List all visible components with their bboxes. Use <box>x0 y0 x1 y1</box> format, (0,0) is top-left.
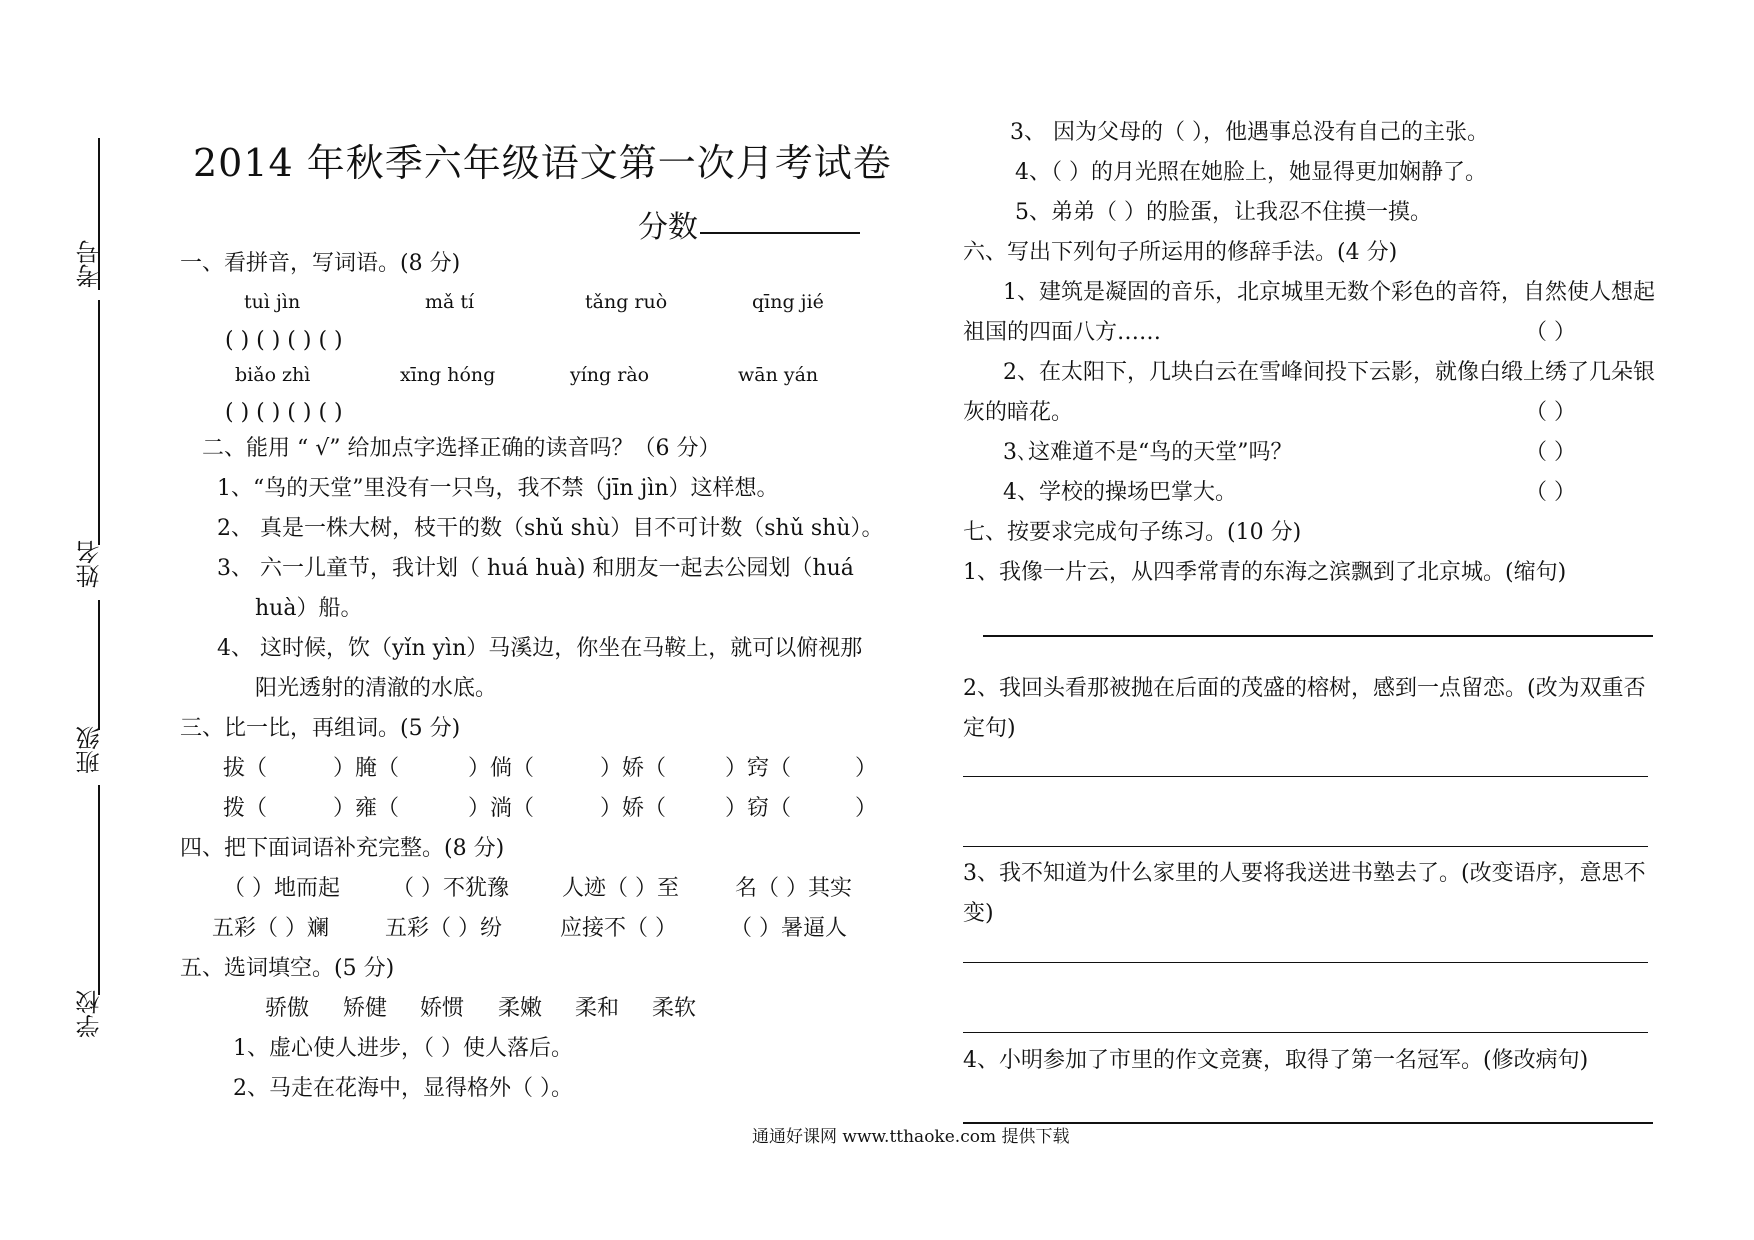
banji-label: 班级 <box>76 726 104 774</box>
s3-r1-c4: ）娇（ <box>600 756 667 781</box>
s5-q4: 4、（ ）的月光照在她脸上，她显得更加娴静了。 <box>1015 160 1487 185</box>
s6-q2-paren[interactable]: （ ） <box>1525 400 1576 425</box>
s6-q1b: 祖国的四面八方…… <box>963 320 1162 345</box>
binding-line-3 <box>98 600 100 730</box>
s7-q2-answer-line-2[interactable] <box>963 846 1648 847</box>
pinyin-1: tuì jìn <box>244 291 301 313</box>
s7-q2a: 2、我回头看那被抛在后面的茂盛的榕树，感到一点留恋。(改为双重否 <box>963 676 1646 701</box>
s2-q4b: 阳光透射的清澈的水底。 <box>255 676 498 701</box>
s4-r2-c4: （ ）暑逼人 <box>730 916 847 941</box>
section6-heading: 六、写出下列句子所运用的修辞手法。(4 分) <box>963 240 1398 265</box>
pinyin-4: qīng jié <box>752 291 824 313</box>
footer-source: 通通好课网 www.tthaoke.com 提供下载 <box>752 1127 1070 1147</box>
s5-word-1: 骄傲 <box>265 996 310 1021</box>
s4-r2-c1: 五彩（ ）斓 <box>212 916 329 941</box>
exam-title: 2014 年秋季六年级语文第一次月考试卷 <box>193 141 892 185</box>
s3-r2-c3: ）淌（ <box>468 796 535 821</box>
s3-r2-c2: ）雍（ <box>333 796 400 821</box>
s6-q2a: 2、在太阳下，几块白云在雪峰间投下云影，就像白缎上绣了几朵银 <box>1003 360 1655 385</box>
s7-q3a: 3、我不知道为什么家里的人要将我送进书塾去了。(改变语序，意思不 <box>963 861 1646 886</box>
s7-q2b: 定句) <box>963 716 1016 741</box>
s3-r2-c4: ）娇（ <box>600 796 667 821</box>
s7-q1: 1、我像一片云，从四季常青的东海之滨飘到了北京城。(缩句) <box>963 560 1567 585</box>
s5-q1: 1、虚心使人进步，（ ）使人落后。 <box>233 1036 573 1061</box>
answer-paren-row2[interactable]: ( ) ( ) ( ) ( ) <box>225 400 343 425</box>
section1-heading: 一、看拼音，写词语。(8 分) <box>180 251 461 276</box>
section5-heading: 五、选词填空。(5 分) <box>180 956 395 981</box>
s4-r2-c3: 应接不（ ） <box>560 916 677 941</box>
xuexiao-label: 学校 <box>76 990 104 1038</box>
s5-q3: 3、 因为父母的（ ），他遇事总没有自己的主张。 <box>1010 120 1489 145</box>
s6-q3-paren[interactable]: （ ） <box>1525 440 1576 465</box>
s5-q2: 2、马走在花海中，显得格外（ ）。 <box>233 1076 573 1101</box>
pinyin-2: mǎ tí <box>425 291 475 313</box>
s6-q3: 3､这难道不是“鸟的天堂”吗？ <box>1003 440 1293 465</box>
section3-heading: 三、比一比，再组词。(5 分) <box>180 716 461 741</box>
pinyin-3: tǎng ruò <box>585 291 668 313</box>
s7-q1-answer-line[interactable] <box>983 635 1653 637</box>
section4-heading: 四、把下面词语补充完整。(8 分) <box>180 836 505 861</box>
s3-r2-c6: ） <box>855 796 878 821</box>
section7-heading: 七、按要求完成句子练习。(10 分) <box>963 520 1302 545</box>
s4-r1-c1: （ ）地而起 <box>223 876 340 901</box>
s4-r1-c3: 人迹（ ）至 <box>562 876 679 901</box>
s7-q3-answer-line-2[interactable] <box>963 1032 1648 1033</box>
s3-r1-c1: 拔（ <box>223 756 268 781</box>
s7-q3-answer-line-1[interactable] <box>963 962 1648 963</box>
kaohao-label: 考号 <box>76 240 104 288</box>
s2-q3b: huà）船。 <box>255 596 363 621</box>
s2-q1: 1、“鸟的天堂”里没有一只鸟，我不禁（jīn jìn）这样想。 <box>217 476 779 501</box>
s4-r2-c2: 五彩（ ）纷 <box>385 916 502 941</box>
s3-r2-c1: 拨（ <box>223 796 268 821</box>
binding-line-2 <box>98 300 100 545</box>
answer-paren-row1[interactable]: ( ) ( ) ( ) ( ) <box>225 328 343 353</box>
s5-q5: 5、弟弟（ ）的脸蛋，让我忍不住摸一摸。 <box>1015 200 1432 225</box>
s5-word-6: 柔软 <box>652 996 697 1021</box>
pinyin-8: wān yán <box>738 364 819 386</box>
score-label: 分数 <box>638 210 698 245</box>
s6-q1-paren[interactable]: （ ） <box>1525 320 1576 345</box>
s6-q1a: 1、建筑是凝固的音乐，北京城里无数个彩色的音符，自然使人想起 <box>1003 280 1655 305</box>
s3-r1-c6: ） <box>855 756 878 781</box>
pinyin-5: biǎo zhì <box>235 364 311 386</box>
s6-q2b: 灰的暗花。 <box>963 400 1074 425</box>
s3-r1-c2: ）腌（ <box>333 756 400 781</box>
s2-q2: 2、 真是一株大树，枝干的数（shǔ shù）目不可计数（shǔ shù）。 <box>217 516 884 541</box>
score-blank[interactable] <box>700 232 860 234</box>
s5-word-2: 矫健 <box>343 996 388 1021</box>
s5-word-4: 柔嫩 <box>498 996 543 1021</box>
s2-q4a: 4、 这时候，饮（yǐn yìn）马溪边，你坐在马鞍上，就可以俯视那 <box>217 636 863 661</box>
s5-word-3: 娇惯 <box>420 996 465 1021</box>
s7-q4: 4、小明参加了市里的作文竞赛，取得了第一名冠军。(修改病句) <box>963 1048 1589 1073</box>
s3-r2-c5: ）窃（ <box>725 796 792 821</box>
s6-q4: 4、学校的操场巴掌大。 <box>1003 480 1237 505</box>
xingming-label: 姓名 <box>76 540 104 588</box>
pinyin-7: yíng rào <box>570 364 650 386</box>
s6-q4-paren[interactable]: （ ） <box>1525 480 1576 505</box>
section2-heading: 二、能用 “ √” 给加点字选择正确的读音吗？（6 分） <box>202 436 721 461</box>
s7-q3b: 变) <box>963 901 994 926</box>
s4-r1-c4: 名（ ）其实 <box>735 876 852 901</box>
s4-r1-c2: （ ）不犹豫 <box>392 876 509 901</box>
s5-word-5: 柔和 <box>575 996 620 1021</box>
binding-line-4 <box>98 785 100 995</box>
s3-r1-c3: ）倘（ <box>468 756 535 781</box>
pinyin-6: xīng hóng <box>400 364 496 386</box>
s2-q3a: 3、 六一儿童节，我计划（ huá huà) 和朋友一起去公园划（huá <box>217 556 854 581</box>
s3-r1-c5: ）窍（ <box>725 756 792 781</box>
s7-q2-answer-line-1[interactable] <box>963 776 1648 777</box>
